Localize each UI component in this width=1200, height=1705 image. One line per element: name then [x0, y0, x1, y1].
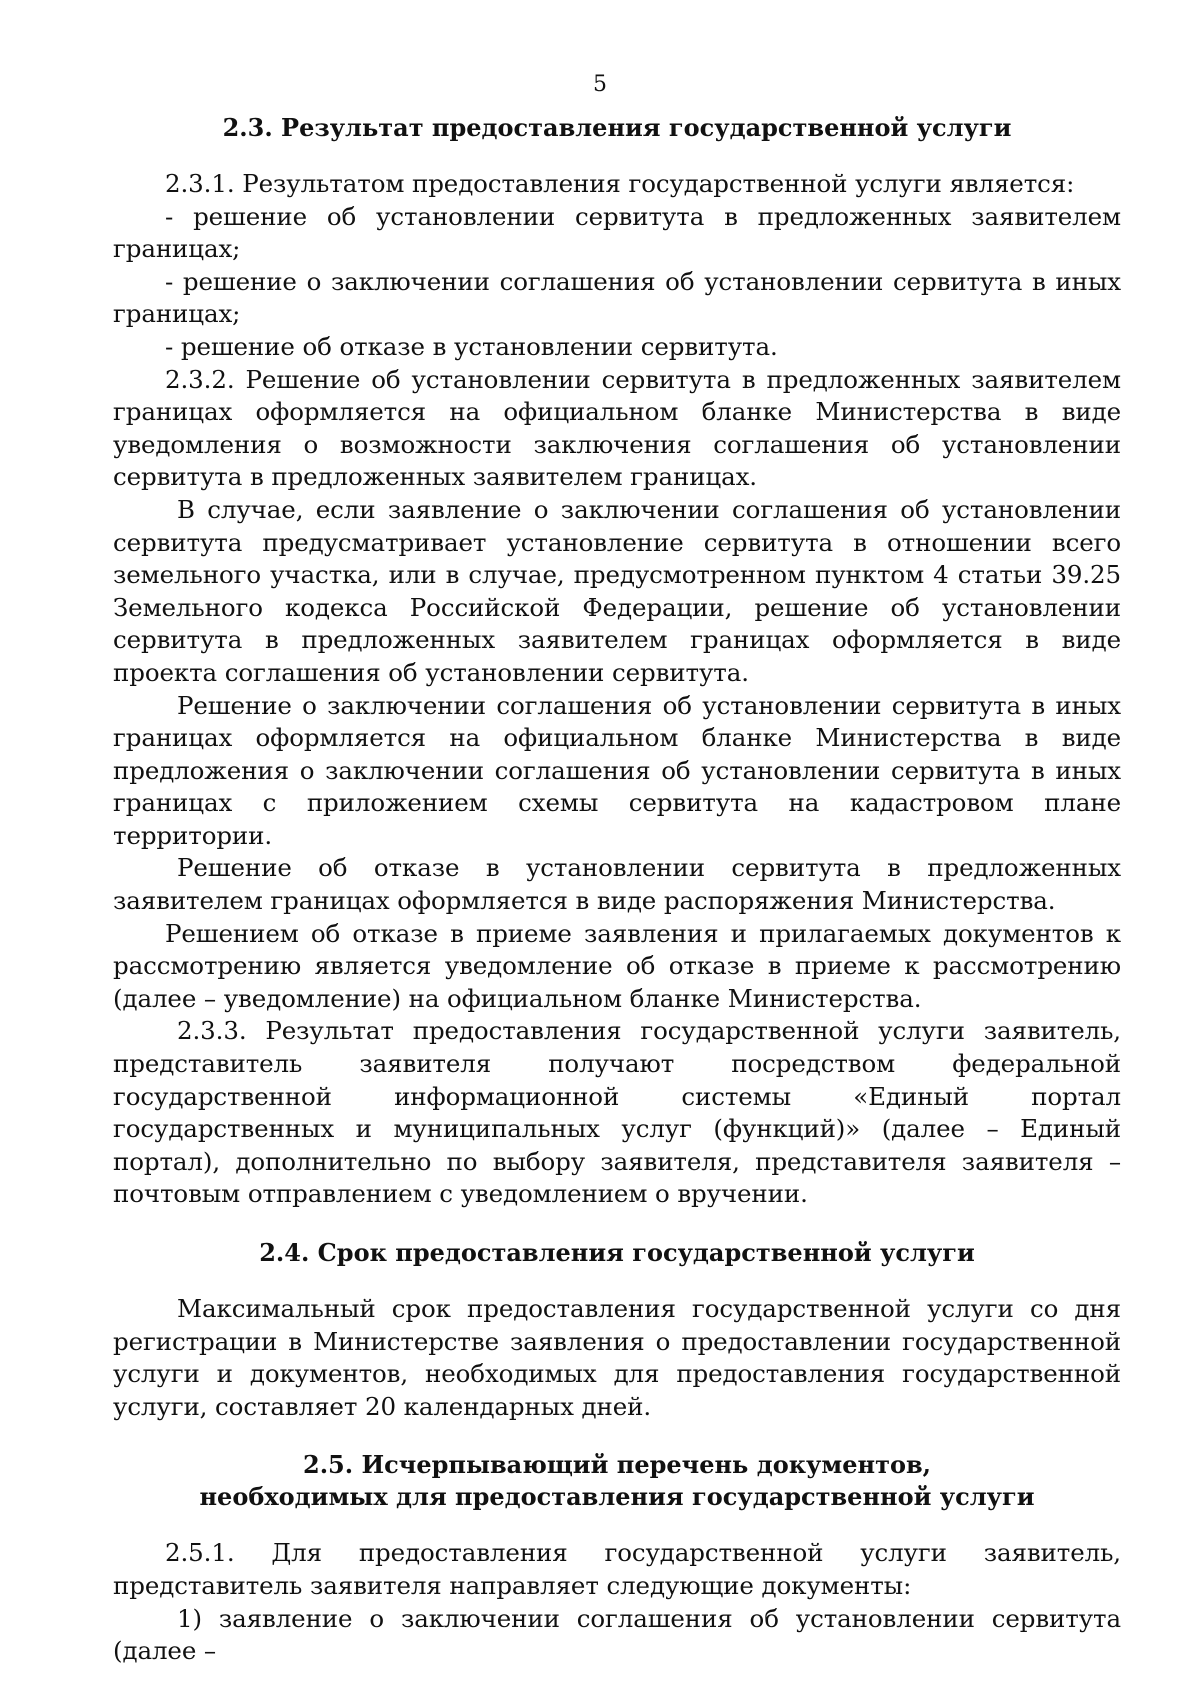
list-item-result-3: - решение об отказе в установлении сервитута.: [165, 331, 778, 361]
paragraph-other-borders: Решение о заключении соглашения об установлении сервитута в иных границах оформляется на официальном бланке Министерства в виде предложения о заключении соглашения об установлении сервитута в иных границах с приложением схемы сервитута на кадастровом плане территории.: [113, 690, 1121, 850]
paragraph-max-term: Максимальный срок предоставления государственной услуги со дня регистрации в Министерстве заявления о предоставлении государственной услуги и документов, необходимых для предоставления государственной услуги, составляет 20 календарных дней.: [113, 1294, 1121, 1421]
section-title-2-5-line-1: 2.5. Исчерпывающий перечень документов,: [303, 1450, 931, 1480]
section-title-2-5-line-2: необходимых для предоставления государственной услуги: [199, 1482, 1035, 1512]
paragraph-2-3-2: 2.3.2. Решение об установлении сервитута в предложенных заявителем границах оформляется на официальном бланке Министерства в виде уведомления о возможности заключения соглашения об установлении сервитута в предложенных заявителем границах.: [113, 364, 1121, 492]
paragraph-refusal: Решение об отказе в установлении сервитута в предложенных заявителем границах оформляется в виде распоряжения Министерства.: [113, 853, 1121, 916]
paragraph-2-3-1: 2.3.1. Результатом предоставления государственной услуги является:: [165, 169, 1075, 198]
paragraph-reject-acceptance: Решением об отказе в приеме заявления и прилагаемых документов к рассмотрению является уведомление об отказе в приеме к рассмотрению (далее – уведомление) на официальном бланке Министерства.: [113, 918, 1121, 1013]
page-content: [113, 112, 1121, 1668]
list-item-document-1: 1) заявление о заключении соглашения об установлении сервитута (далее –: [113, 1603, 1121, 1666]
page-number: 5: [593, 72, 607, 97]
section-title-2-3: 2.3. Результат предоставления государственной услуги: [222, 113, 1012, 142]
paragraph-2-3-3: 2.3.3. Результат предоставления государственной услуги заявитель, представитель заявителя получают посредством федеральной государственной информационной системы «Единый портал государственных и муниципальных услуг (функций)» (далее – Единый портал), дополнительно по выбору заявителя, представителя заявителя – почтовым отправлением с уведомлением о вручении.: [113, 1016, 1121, 1209]
section-title-2-4: 2.4. Срок предоставления государственной услуги: [259, 1238, 975, 1267]
paragraph-case: В случае, если заявление о заключении соглашения об установлении сервитута предусматривает установление сервитута в отношении всего земельного участка, или в случае, предусмотренном пунктом 4 статьи 39.25 Земельного кодекса Российской Федерации, решение об установлении сервитута в предложенных заявителем границах оформляется в виде проекта соглашения об установлении сервитута.: [113, 494, 1121, 687]
list-item-result-2: - решение о заключении соглашения об установлении сервитута в иных границах;: [113, 266, 1121, 329]
list-item-result-1: - решение об установлении сервитута в предложенных заявителем границах;: [113, 201, 1121, 264]
paragraph-2-5-1: 2.5.1. Для предоставления государственной услуги заявитель, представитель заявителя направляет следующие документы:: [113, 1538, 1121, 1600]
